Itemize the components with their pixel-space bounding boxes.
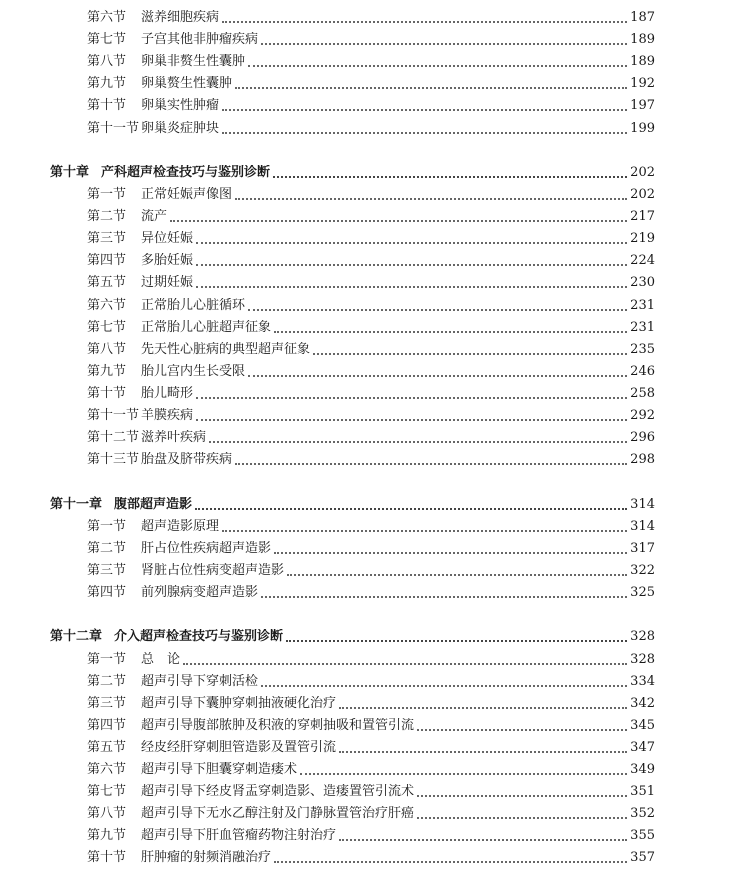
dot-leader <box>196 286 627 288</box>
page-number: 189 <box>630 32 655 48</box>
section-title: 肝占位性疾病超声造影 <box>141 540 272 556</box>
dot-leader <box>196 397 627 399</box>
section-number: 第八节 <box>87 341 127 357</box>
section-title: 胎儿宫内生长受限 <box>141 363 246 379</box>
page-number: 192 <box>630 76 655 92</box>
section-title: 滋养细胞疾病 <box>141 10 220 25</box>
section-number: 第四节 <box>87 717 127 733</box>
dot-leader <box>183 663 627 665</box>
chapter-title: 腹部超声造影 <box>114 496 193 512</box>
section-number: 第一节 <box>87 651 127 667</box>
dot-leader <box>196 242 627 244</box>
dot-leader <box>196 419 627 421</box>
section-number: 第六节 <box>87 297 127 313</box>
page-number: 347 <box>630 739 655 755</box>
section-title: 卵巢炎症肿块 <box>141 120 220 136</box>
chapter-title: 介入超声检查技巧与鉴别诊断 <box>114 629 284 645</box>
toc-section-entry[interactable] <box>87 692 655 712</box>
page-number: 235 <box>630 341 655 357</box>
toc-section-entry[interactable] <box>87 227 655 247</box>
toc-section-entry[interactable] <box>87 28 655 48</box>
toc-section-entry[interactable] <box>87 404 655 424</box>
dot-leader <box>248 375 627 377</box>
dot-leader <box>261 596 627 598</box>
toc-section-entry[interactable] <box>87 50 655 70</box>
page-number: 197 <box>630 98 655 114</box>
toc-section-entry[interactable] <box>87 426 655 446</box>
section-number: 第二节 <box>87 673 127 689</box>
section-number: 第七节 <box>87 32 127 48</box>
dot-leader <box>196 264 627 266</box>
toc-section-entry[interactable] <box>87 249 655 269</box>
dot-leader <box>339 751 627 753</box>
page-number: 199 <box>630 120 655 136</box>
section-title: 肾脏占位性病变超声造影 <box>141 562 285 578</box>
page-number: 202 <box>630 187 655 202</box>
page-number: 342 <box>630 695 655 711</box>
dot-leader <box>339 839 627 841</box>
dot-leader <box>235 463 627 465</box>
toc-section-entry[interactable] <box>87 846 655 866</box>
section-title: 超声造影原理 <box>141 518 220 534</box>
toc-section-entry[interactable] <box>87 271 655 291</box>
section-number: 第十二节 <box>87 430 140 446</box>
section-title: 羊膜疾病 <box>141 408 194 423</box>
section-number: 第六节 <box>87 762 127 777</box>
section-title: 超声引导下经皮肾盂穿刺造影、造瘘置管引流术 <box>141 784 415 800</box>
toc-section-entry[interactable] <box>87 537 655 557</box>
section-title: 子宫其他非肿瘤疾病 <box>141 32 259 48</box>
toc-section-entry[interactable] <box>87 360 655 380</box>
section-title: 正常妊娠声像图 <box>141 187 233 202</box>
section-title: 超声引导下无水乙醇注射及门静脉置管治疗肝癌 <box>141 806 415 822</box>
toc-section-entry[interactable] <box>87 294 655 314</box>
dot-leader <box>261 685 627 687</box>
dot-leader <box>222 109 627 111</box>
dot-leader <box>273 176 627 178</box>
page-number: 231 <box>630 319 655 335</box>
dot-leader <box>248 309 627 311</box>
dot-leader <box>274 552 627 554</box>
section-number: 第五节 <box>87 275 127 291</box>
page-number: 258 <box>630 385 655 401</box>
dot-leader <box>313 353 627 355</box>
section-number: 第十一节 <box>87 408 140 423</box>
page-number: 202 <box>630 164 655 180</box>
section-title: 胎儿畸形 <box>141 385 194 401</box>
section-number: 第一节 <box>87 187 127 202</box>
section-number: 第九节 <box>87 76 127 92</box>
page-number: 351 <box>630 784 655 800</box>
section-number: 第九节 <box>87 828 127 844</box>
section-title: 超声引导下囊肿穿刺抽液硬化治疗 <box>141 695 337 711</box>
section-number: 第七节 <box>87 784 127 800</box>
page-number: 334 <box>630 673 655 689</box>
section-title: 异位妊娠 <box>141 231 194 247</box>
dot-leader <box>195 508 627 510</box>
section-number: 第二节 <box>87 540 127 556</box>
dot-leader <box>339 707 627 709</box>
section-number: 第七节 <box>87 319 127 335</box>
section-title: 多胎妊娠 <box>141 253 194 269</box>
page-number: 296 <box>630 430 655 446</box>
page-number: 219 <box>630 231 655 247</box>
dot-leader <box>209 441 627 443</box>
section-title: 超声引导下胆囊穿刺造瘘术 <box>141 762 298 777</box>
section-number: 第九节 <box>87 363 127 379</box>
section-title: 滋养叶疾病 <box>141 430 207 446</box>
chapter-number: 第十二章 <box>50 629 103 645</box>
section-title: 总 论 <box>141 651 181 667</box>
section-number: 第三节 <box>87 562 127 578</box>
section-title: 卵巢实性肿瘤 <box>141 98 220 114</box>
dot-leader <box>300 773 627 775</box>
section-number: 第八节 <box>87 806 127 822</box>
section-title: 先天性心脏病的典型超声征象 <box>141 341 311 357</box>
page-number: 345 <box>630 717 655 733</box>
section-number: 第十节 <box>87 98 127 114</box>
page-number: 189 <box>630 54 655 70</box>
dot-leader <box>170 220 627 222</box>
section-title: 肝肿瘤的射频消融治疗 <box>141 850 272 866</box>
page-number: 317 <box>630 540 655 556</box>
section-title: 前列腺病变超声造影 <box>141 585 259 600</box>
section-number: 第十三节 <box>87 452 140 468</box>
section-title: 超声引导下肝血管瘤药物注射治疗 <box>141 828 337 844</box>
toc-section-entry[interactable] <box>87 559 655 579</box>
page-number: 224 <box>630 253 655 269</box>
chapter-title: 产科超声检查技巧与鉴别诊断 <box>101 164 271 180</box>
page-number: 328 <box>630 629 655 645</box>
section-number: 第四节 <box>87 585 127 600</box>
page-number: 352 <box>630 806 655 822</box>
toc-section-entry[interactable] <box>87 338 655 358</box>
page-number: 231 <box>630 297 655 313</box>
dot-leader <box>417 817 627 819</box>
toc-section-entry[interactable] <box>87 802 655 822</box>
dot-leader <box>248 65 627 67</box>
page-number: 355 <box>630 828 655 844</box>
section-title: 超声引导下穿刺活检 <box>141 673 259 689</box>
toc-section-entry[interactable] <box>87 94 655 114</box>
page-number: 187 <box>630 10 655 25</box>
toc-section-entry[interactable] <box>87 6 655 26</box>
section-number: 第一节 <box>87 518 127 534</box>
section-title: 正常胎儿心脏超声征象 <box>141 319 272 335</box>
toc-chapter-entry[interactable] <box>50 625 655 645</box>
dot-leader <box>235 198 627 200</box>
toc-section-entry[interactable] <box>87 117 655 137</box>
section-number: 第三节 <box>87 231 127 247</box>
page-number: 328 <box>630 651 655 667</box>
toc-section-entry[interactable] <box>87 205 655 225</box>
toc-section-entry[interactable] <box>87 824 655 844</box>
page-number: 217 <box>630 209 655 225</box>
toc-section-entry[interactable] <box>87 581 655 601</box>
toc-section-entry[interactable] <box>87 515 655 535</box>
toc-section-entry[interactable] <box>87 183 655 203</box>
section-number: 第十节 <box>87 385 127 401</box>
section-number: 第八节 <box>87 54 127 70</box>
page-number: 246 <box>630 363 655 379</box>
section-title: 过期妊娠 <box>141 275 194 291</box>
section-title: 流产 <box>141 209 168 225</box>
toc-section-entry[interactable] <box>87 758 655 778</box>
toc-section-entry[interactable] <box>87 648 655 668</box>
section-title: 胎盘及脐带疾病 <box>141 452 233 468</box>
section-title: 卵巢赘生性囊肿 <box>141 76 233 92</box>
page-number: 298 <box>630 452 655 468</box>
section-title: 正常胎儿心脏循环 <box>141 297 246 313</box>
chapter-number: 第十章 <box>50 164 90 180</box>
chapter-number: 第十一章 <box>50 496 103 512</box>
page-number: 357 <box>630 850 655 866</box>
section-number: 第五节 <box>87 739 127 755</box>
section-number: 第十一节 <box>87 120 140 136</box>
dot-leader <box>222 21 627 23</box>
dot-leader <box>261 43 627 45</box>
toc-section-entry[interactable] <box>87 382 655 402</box>
section-number: 第二节 <box>87 209 127 225</box>
page-number: 314 <box>630 496 655 512</box>
section-title: 卵巢非赘生性囊肿 <box>141 54 246 70</box>
section-title: 经皮经肝穿刺胆管造影及置管引流 <box>141 739 337 755</box>
dot-leader <box>274 331 627 333</box>
dot-leader <box>235 87 627 89</box>
section-number: 第三节 <box>87 695 127 711</box>
page-number: 314 <box>630 518 655 534</box>
toc-section-entry[interactable] <box>87 780 655 800</box>
section-number: 第六节 <box>87 10 127 25</box>
section-number: 第四节 <box>87 253 127 269</box>
page-number: 292 <box>630 408 655 423</box>
dot-leader <box>222 530 627 532</box>
section-number: 第十节 <box>87 850 127 866</box>
toc-section-entry[interactable] <box>87 72 655 92</box>
toc-section-entry[interactable] <box>87 670 655 690</box>
dot-leader <box>222 132 627 134</box>
page-number: 349 <box>630 762 655 777</box>
page-number: 325 <box>630 585 655 600</box>
toc-chapter-entry[interactable] <box>50 493 655 513</box>
page-number: 230 <box>630 275 655 291</box>
toc-section-entry[interactable] <box>87 714 655 734</box>
toc-section-entry[interactable] <box>87 316 655 336</box>
dot-leader <box>417 729 627 731</box>
toc-section-entry[interactable] <box>87 736 655 756</box>
page-number: 322 <box>630 562 655 578</box>
toc-chapter-entry[interactable] <box>50 161 655 181</box>
dot-leader <box>287 574 627 576</box>
dot-leader <box>286 640 627 642</box>
toc-section-entry[interactable] <box>87 448 655 468</box>
dot-leader <box>417 795 627 797</box>
section-title: 超声引导腹部脓肿及积液的穿刺抽吸和置管引流 <box>141 717 415 733</box>
dot-leader <box>274 861 627 863</box>
